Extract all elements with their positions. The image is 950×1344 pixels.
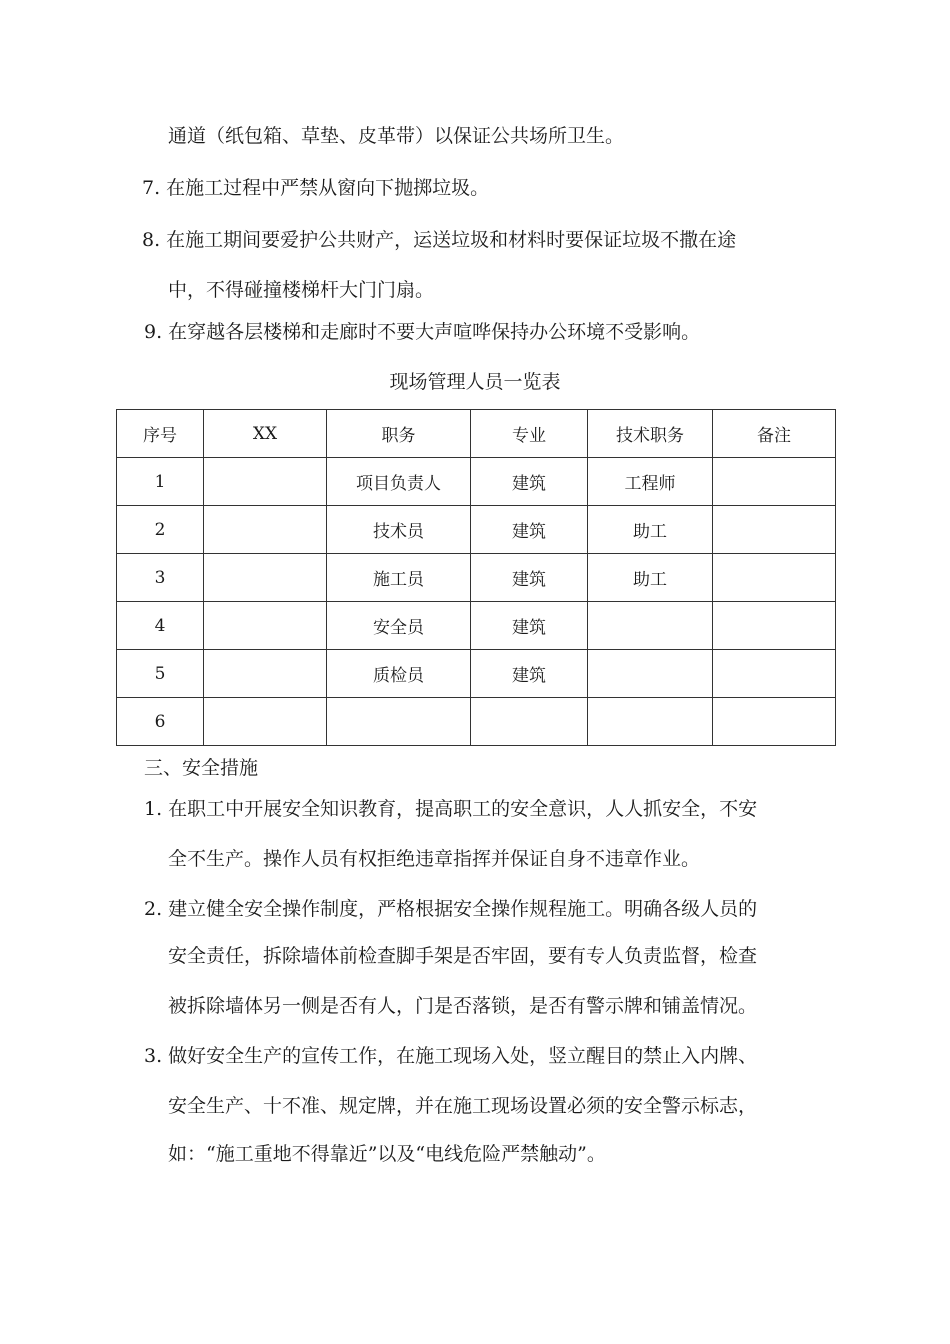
table-cell: 项目负责人 <box>327 458 471 506</box>
table-cell: 4 <box>117 602 204 650</box>
header-cell: 序号 <box>117 410 204 458</box>
header-cell: 职务 <box>327 410 471 458</box>
table-cell <box>713 602 836 650</box>
header-cell: 专业 <box>471 410 588 458</box>
table-cell <box>327 698 471 746</box>
header-cell: 备注 <box>713 410 836 458</box>
table-cell: 建筑 <box>471 506 588 554</box>
paragraph-line: 安全责任，拆除墙体前检查脚手架是否牢固，要有专人负责监督，检查 <box>168 945 758 967</box>
table-cell: 施工员 <box>327 554 471 602</box>
table-cell <box>204 458 327 506</box>
list-item-3: 3. 做好安全生产的宣传工作，在施工现场入处，竖立醒目的禁止入内牌、 <box>144 1045 758 1067</box>
table-cell: 质检员 <box>327 650 471 698</box>
table-header-row <box>117 410 836 458</box>
table-cell <box>713 650 836 698</box>
paragraph-line: 安全生产、十不准、规定牌，并在施工现场设置必须的安全警示标志， <box>168 1095 758 1117</box>
table-cell <box>713 554 836 602</box>
table-cell <box>713 458 836 506</box>
section-heading: 三、安全措施 <box>144 757 259 779</box>
table-cell: 建筑 <box>471 554 588 602</box>
table-cell <box>713 506 836 554</box>
table-row <box>117 554 836 602</box>
staff-table <box>116 409 836 746</box>
table-cell: 助工 <box>588 554 713 602</box>
table-cell: 1 <box>117 458 204 506</box>
table-cell: 工程师 <box>588 458 713 506</box>
list-item-9: 9. 在穿越各层楼梯和走廊时不要大声喧哗保持办公环境不受影响。 <box>144 321 701 343</box>
list-item-2: 2. 建立健全安全操作制度，严格根据安全操作规程施工。明确各级人员的 <box>144 898 758 920</box>
table-cell <box>588 650 713 698</box>
table-cell <box>204 698 327 746</box>
header-cell: 技术职务 <box>588 410 713 458</box>
table-cell <box>588 698 713 746</box>
table-cell: 6 <box>117 698 204 746</box>
table-cell: 2 <box>117 506 204 554</box>
paragraph-line: 全不生产。操作人员有权拒绝违章指挥并保证自身不违章作业。 <box>168 848 701 870</box>
table-cell <box>204 602 327 650</box>
table-cell: 3 <box>117 554 204 602</box>
table-row <box>117 506 836 554</box>
table-cell <box>588 602 713 650</box>
paragraph-line: 中，不得碰撞楼梯杆大门门扇。 <box>168 279 435 301</box>
table-cell <box>204 554 327 602</box>
paragraph-line: 被拆除墙体另一侧是否有人，门是否落锁，是否有警示牌和铺盖情况。 <box>168 995 758 1017</box>
table-cell: 助工 <box>588 506 713 554</box>
table-cell: 建筑 <box>471 602 588 650</box>
table-cell <box>713 698 836 746</box>
table-cell: 技术员 <box>327 506 471 554</box>
list-item-1: 1. 在职工中开展安全知识教育，提高职工的安全意识，人人抓安全，不安 <box>144 798 758 820</box>
paragraph-line: 通道（纸包箱、草垫、皮革带）以保证公共场所卫生。 <box>168 125 625 147</box>
table-row <box>117 698 836 746</box>
table-row <box>117 650 836 698</box>
table-cell: 5 <box>117 650 204 698</box>
table-cell: 安全员 <box>327 602 471 650</box>
table-row <box>117 458 836 506</box>
table-cell <box>471 698 588 746</box>
list-item-8: 8. 在施工期间要爱护公共财产，运送垃圾和材料时要保证垃圾不撒在途 <box>142 229 737 251</box>
table-title: 现场管理人员一览表 <box>389 371 561 393</box>
table-cell <box>204 650 327 698</box>
list-item-7: 7. 在施工过程中严禁从窗向下抛掷垃圾。 <box>142 177 490 199</box>
table-cell: 建筑 <box>471 650 588 698</box>
header-cell: XX <box>204 410 327 458</box>
paragraph-line: 如：“施工重地不得靠近”以及“电线危险严禁触动”。 <box>168 1143 606 1165</box>
table-row <box>117 602 836 650</box>
table-cell <box>204 506 327 554</box>
table-cell: 建筑 <box>471 458 588 506</box>
